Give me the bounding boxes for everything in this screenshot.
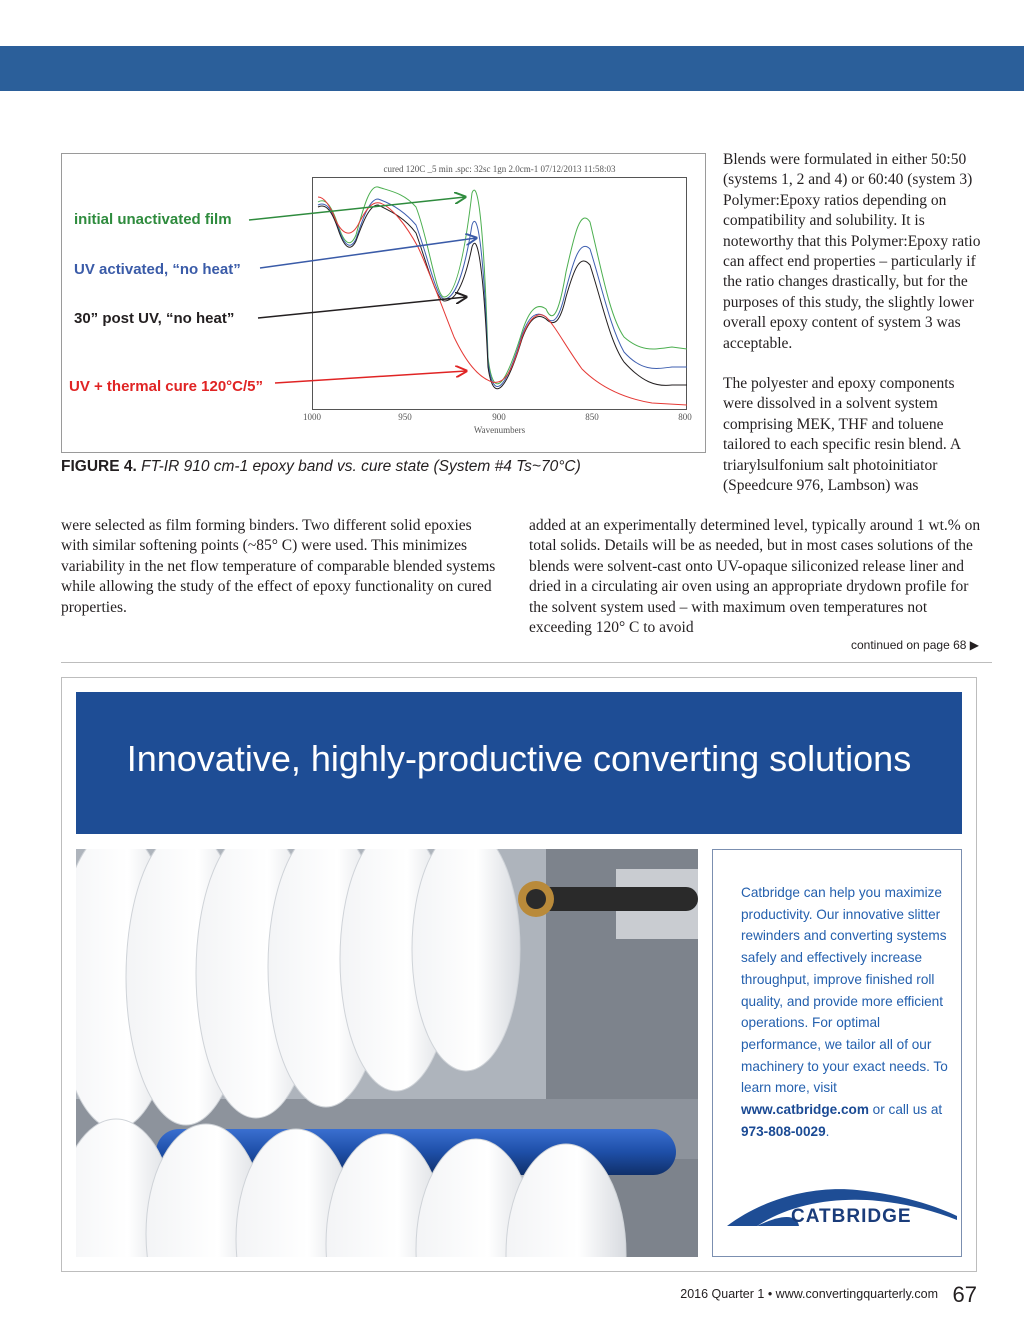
ad-url-link[interactable]: www.catbridge.com — [741, 1102, 869, 1118]
x-axis-label: Wavenumbers — [473, 425, 526, 435]
catbridge-logo-text: CATBRIDGE — [791, 1206, 912, 1227]
ad-phone-link[interactable]: 973-808-0029 — [741, 1123, 826, 1139]
series-post-uv — [318, 205, 687, 389]
figure-caption-label: FIGURE 4. — [61, 458, 137, 475]
article-paragraph: The polyester and epoxy components were dissolved in a solvent system comprising MEK, THF and toluene tailored to each specific resin blend. A triarylsulfonium salt photoinitiator (Speedcure 976, Lambson) was — [723, 375, 961, 495]
article-paragraph: added at an experimentally determined level, typically around 1 wt.% on total solids. Details will be as needed, but in most cases solutions of the blends were solvent-cast onto UV-opaque siliconized release liner and dried in a circulating air oven using an appropriate drydown profile for the solvent system used – with maximum oven temperatures not exceeding 120° C to avoid — [529, 517, 981, 637]
continued-link[interactable]: continued on page 68 ▶ — [851, 638, 979, 652]
slitter-rewinder-photo — [76, 849, 698, 1257]
footer-issue: 2016 Quarter 1 • www.convertingquarterly.com — [680, 1287, 938, 1301]
x-tick-850: 850 — [585, 412, 599, 422]
article-middle-column — [529, 516, 984, 638]
article-paragraph: Blends were formulated in either 50:50 (systems 1, 2 and 4) or 60:40 (system 3) Polymer:Epoxy ratios depending on compatibility and solubility. It is noteworthy that this Polymer:Epoxy ratio can affect end properties – particularly if the ratio changes drastically, but for the purposes of this study, the slightly lower overall epoxy content of system 3 was acceptable. — [723, 151, 981, 352]
series-uv-activated — [318, 199, 687, 387]
x-tick-900: 900 — [492, 412, 506, 422]
figure-caption-text: FT-IR 910 cm-1 epoxy band vs. cure state (System #4 Ts~70°C) — [141, 458, 581, 475]
legend-uv-activated: UV activated, “no heat” — [74, 261, 241, 278]
article-right-column — [723, 150, 988, 497]
plot-header: cured 120C _5 min .spc: 32sc 1gn 2.0cm-1 07/12/2013 11:58:03 — [383, 164, 616, 174]
ad-banner — [76, 692, 962, 834]
header-bar — [0, 46, 1024, 91]
page-number: 67 — [952, 1282, 977, 1307]
ad-body — [741, 882, 953, 1142]
ad-text-panel — [712, 849, 962, 1257]
series-initial-unactivated — [318, 187, 687, 384]
series-thermal-cure — [318, 197, 687, 405]
ad-headline: Innovative, highly-productive converting solutions — [126, 738, 912, 779]
ad-period: . — [825, 1123, 830, 1139]
legend-post-uv: 30” post UV, “no heat” — [74, 310, 235, 327]
x-tick-800: 800 — [678, 412, 692, 422]
x-tick-950: 950 — [398, 412, 412, 422]
divider — [61, 662, 992, 663]
article-paragraph: were selected as film forming binders. Two different solid epoxies with similar softening points (~85° C) were used. This minimizes variability in the net flow temperature of comparable blended systems while allowing the study of the effect of epoxy functionality on cured properties. — [61, 517, 496, 616]
ftir-spectrum — [312, 177, 687, 410]
machine-illustration — [76, 849, 698, 1257]
ad-or-call: or call us at — [868, 1102, 943, 1118]
legend-initial-unactivated: initial unactivated film — [74, 211, 232, 228]
ad-body-text: Catbridge can help you maximize productivity. Our innovative slitter rewinders and converting systems safely and effectively increase throughput, improve finished roll quality, and provide more efficient operations. For optimal performance, we tailor all of our machinery to your exact needs. To learn more, visit — [741, 885, 948, 1096]
article-left-column — [61, 516, 501, 618]
figure-caption — [61, 458, 581, 476]
x-tick-1000: 1000 — [303, 412, 321, 422]
legend-thermal-cure: UV + thermal cure 120°C/5” — [69, 378, 264, 395]
